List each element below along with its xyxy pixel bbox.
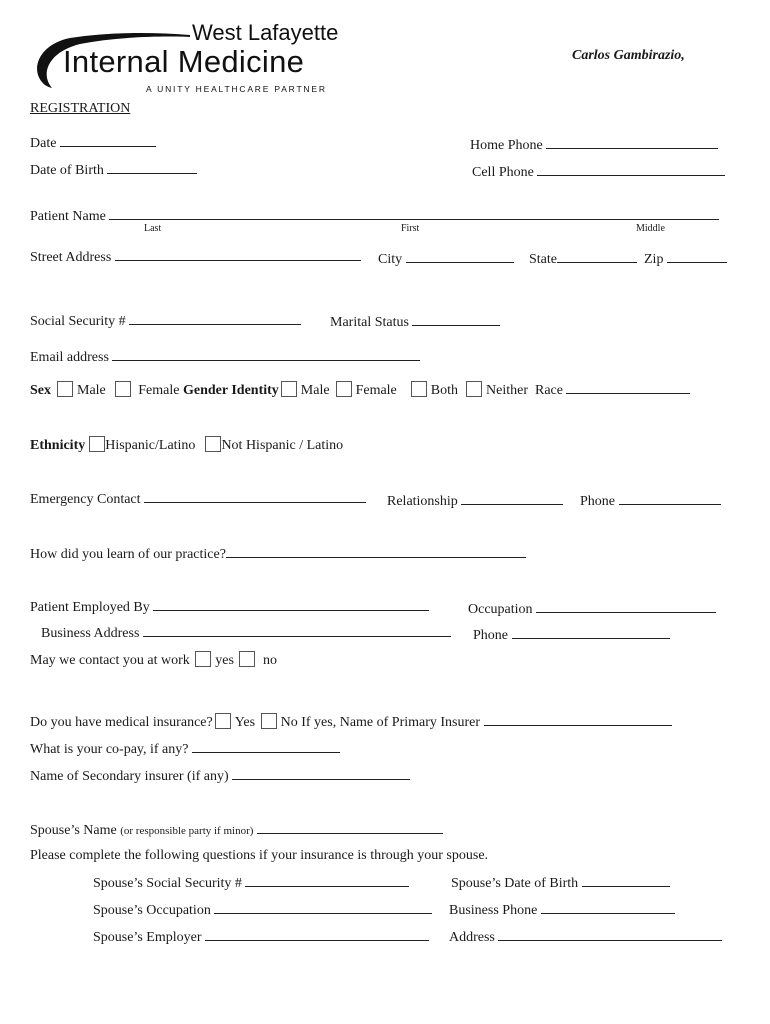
doctor-name: Carlos Gambirazio, [572, 48, 685, 63]
spouse-instructions: Please complete the following questions if your insurance is through your spouse. [30, 848, 489, 863]
employed-by-label: Patient Employed By [30, 600, 150, 615]
copay-line[interactable] [192, 740, 340, 753]
marital-line[interactable] [412, 313, 500, 326]
spouse-dob-field[interactable] [451, 874, 670, 892]
home-phone-field[interactable] [470, 136, 718, 154]
gi-male-checkbox[interactable] [281, 381, 297, 397]
cell-phone-line[interactable] [537, 163, 725, 176]
spouse-address-label: Address [449, 930, 495, 945]
primary-insurer-label: If yes, Name of Primary Insurer [301, 715, 481, 730]
date-label: Date [30, 136, 57, 151]
marital-field[interactable] [330, 313, 500, 331]
learn-label: How did you learn of our practice? [30, 547, 226, 562]
business-address-line[interactable] [143, 624, 451, 637]
gender-identity-label: Gender Identity [182, 383, 279, 398]
insurance-no-checkbox[interactable] [261, 713, 277, 729]
hispanic-checkbox[interactable] [89, 436, 105, 452]
race-label: Race [535, 383, 563, 398]
insurance-row [30, 713, 672, 731]
state-label: State [529, 252, 557, 267]
spouse-occupation-field[interactable] [93, 901, 432, 919]
city-line[interactable] [406, 250, 514, 263]
date-line[interactable] [60, 134, 156, 147]
hispanic-label: Hispanic/Latino [105, 438, 196, 453]
primary-insurer-line[interactable] [484, 713, 672, 726]
dob-line[interactable] [107, 161, 197, 174]
name-middle-hint: Middle [636, 223, 665, 234]
date-field[interactable] [30, 134, 156, 152]
sex-male-label: Male [77, 383, 106, 398]
city-field[interactable] [378, 250, 514, 268]
ethnicity-label: Ethnicity [30, 438, 86, 453]
relationship-label: Relationship [387, 494, 458, 509]
zip-line[interactable] [667, 250, 727, 263]
spouse-ssn-line[interactable] [245, 874, 409, 887]
ethnicity-row [30, 436, 343, 454]
emergency-phone-line[interactable] [619, 492, 721, 505]
spouse-occupation-line[interactable] [214, 901, 432, 914]
emergency-field[interactable] [30, 490, 366, 508]
gi-neither-label: Neither [486, 383, 528, 398]
zip-label: Zip [644, 252, 664, 267]
gi-male-label: Male [300, 383, 330, 398]
secondary-insurer-label: Name of Secondary insurer (if any) [30, 769, 229, 784]
dob-field[interactable] [30, 161, 197, 179]
gi-both-checkbox[interactable] [411, 381, 427, 397]
contact-work-row [30, 651, 277, 669]
secondary-insurer-line[interactable] [232, 767, 410, 780]
spouse-employer-label: Spouse’s Employer [93, 930, 202, 945]
logo-tagline: A UNITY HEALTHCARE PARTNER [146, 84, 327, 94]
race-line[interactable] [566, 381, 690, 394]
business-phone-line[interactable] [512, 626, 670, 639]
name-first-hint: First [401, 223, 420, 234]
sex-gender-row [30, 381, 690, 399]
patient-name-label: Patient Name [30, 209, 106, 224]
spouse-occupation-label: Spouse’s Occupation [93, 903, 211, 918]
relationship-line[interactable] [461, 492, 563, 505]
business-phone-label: Phone [473, 628, 508, 643]
email-field[interactable] [30, 348, 420, 366]
spouse-ssn-field[interactable] [93, 874, 409, 892]
spouse-business-phone-line[interactable] [541, 901, 675, 914]
sex-male-checkbox[interactable] [57, 381, 73, 397]
contact-work-yes-label: yes [215, 653, 234, 668]
copay-field[interactable] [30, 740, 340, 758]
cell-phone-label: Cell Phone [472, 165, 534, 180]
ssn-field[interactable] [30, 312, 301, 330]
spouse-name-label: Spouse’s Name [30, 823, 117, 838]
occupation-label: Occupation [468, 602, 533, 617]
email-line[interactable] [112, 348, 420, 361]
spouse-employer-field[interactable] [93, 928, 429, 946]
name-last-hint: Last [144, 223, 162, 234]
spouse-ssn-label: Spouse’s Social Security # [93, 876, 242, 891]
spouse-business-phone-field[interactable] [449, 901, 675, 919]
street-line[interactable] [115, 248, 361, 261]
marital-label: Marital Status [330, 315, 409, 330]
learn-line[interactable] [226, 545, 526, 558]
spouse-name-field[interactable] [30, 821, 443, 839]
emergency-label: Emergency Contact [30, 492, 141, 507]
ssn-label: Social Security # [30, 314, 126, 329]
spouse-name-note: (or responsible party if minor) [120, 825, 254, 837]
learn-field[interactable] [30, 545, 526, 563]
dob-label: Date of Birth [30, 163, 104, 178]
gi-neither-checkbox[interactable] [466, 381, 482, 397]
spouse-dob-line[interactable] [582, 874, 670, 887]
street-field[interactable] [30, 248, 361, 266]
home-phone-label: Home Phone [470, 138, 543, 153]
email-label: Email address [30, 350, 109, 365]
insurance-yes-checkbox[interactable] [215, 713, 231, 729]
copay-label: What is your co-pay, if any? [30, 742, 189, 757]
state-field[interactable] [529, 250, 637, 268]
emergency-phone-label: Phone [580, 494, 615, 509]
home-phone-line[interactable] [546, 136, 718, 149]
insurance-yes-label: Yes [234, 715, 256, 730]
sex-female-checkbox[interactable] [115, 381, 131, 397]
sex-label: Sex [30, 383, 51, 398]
zip-field[interactable] [644, 250, 727, 268]
employed-by-line[interactable] [153, 598, 429, 611]
insurance-no-label: No [280, 715, 298, 730]
gi-female-checkbox[interactable] [336, 381, 352, 397]
patient-name-field[interactable] [30, 207, 719, 225]
logo-line1: West Lafayette [192, 20, 339, 45]
spouse-business-phone-label: Business Phone [449, 903, 538, 918]
page-title: REGISTRATION [30, 101, 131, 116]
cell-phone-field[interactable] [472, 163, 725, 181]
occupation-field[interactable] [468, 600, 716, 618]
business-address-field[interactable] [41, 624, 451, 642]
business-phone-field[interactable] [473, 626, 670, 644]
contact-work-no-label: no [262, 653, 277, 668]
not-hispanic-label: Not Hispanic / Latino [221, 438, 344, 453]
employed-by-field[interactable] [30, 598, 429, 616]
gi-both-label: Both [430, 383, 459, 398]
state-line[interactable] [557, 250, 637, 263]
logo-line2: Internal Medicine [63, 44, 305, 79]
spouse-dob-label: Spouse’s Date of Birth [451, 876, 579, 891]
contact-work-yes-checkbox[interactable] [195, 651, 211, 667]
spouse-address-line[interactable] [498, 928, 722, 941]
occupation-line[interactable] [536, 600, 716, 613]
sex-female-label: Female [138, 383, 180, 398]
spouse-employer-line[interactable] [205, 928, 429, 941]
not-hispanic-checkbox[interactable] [205, 436, 221, 452]
contact-work-label: May we contact you at work [30, 653, 190, 668]
city-label: City [378, 252, 403, 267]
emergency-line[interactable] [144, 490, 366, 503]
business-address-label: Business Address [41, 626, 140, 641]
gi-female-label: Female [355, 383, 397, 398]
relationship-field[interactable] [387, 492, 563, 510]
emergency-phone-field[interactable] [580, 492, 721, 510]
insurance-question: Do you have medical insurance? [30, 715, 213, 730]
contact-work-no-checkbox[interactable] [239, 651, 255, 667]
spouse-name-line[interactable] [257, 821, 443, 834]
street-label: Street Address [30, 250, 112, 265]
spouse-address-field[interactable] [449, 928, 722, 946]
ssn-line[interactable] [129, 312, 301, 325]
secondary-insurer-field[interactable] [30, 767, 410, 785]
patient-name-line[interactable] [109, 207, 719, 220]
